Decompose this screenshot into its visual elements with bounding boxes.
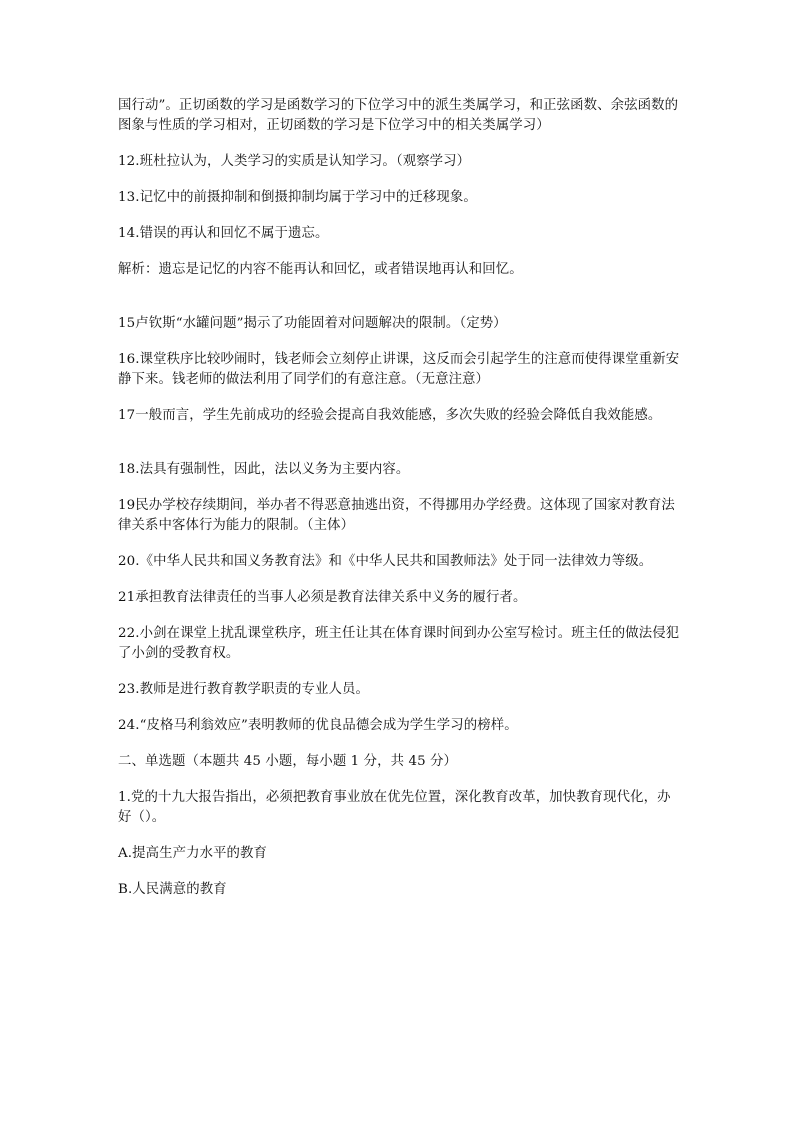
question-15: 15卢钦斯“水罐问题”揭示了功能固着对问题解决的限制。（定势）	[118, 316, 507, 331]
question-21: 21承担教育法律责任的当事人必须是教育法律关系中义务的履行者。	[118, 590, 527, 605]
mc-question-1-option-b: B.人民满意的教育	[118, 882, 227, 897]
question-24: 24.“皮格马利翁效应”表明教师的优良品德会成为学生学习的榜样。	[118, 718, 518, 733]
question-13: 13.记忆中的前摄抑制和倒摄抑制均属于学习中的迁移现象。	[118, 190, 477, 205]
question-18: 18.法具有强制性，因此，法以义务为主要内容。	[118, 462, 410, 477]
question-23: 23.教师是进行教育教学职责的专业人员。	[118, 682, 369, 697]
question-19: 19民办学校存续期间，举办者不得恶意抽逃出资，不得挪用办学经费。这体现了国家对教育法律关系中客体行为能力的限制。（主体）	[118, 498, 675, 533]
question-14: 14.错误的再认和回忆不属于遗忘。	[118, 226, 329, 241]
question-22: 22.小剑在课堂上扰乱课堂秩序，班主任让其在体育课时间到办公室写检讨。班主任的做法侵犯了小剑的受教育权。	[118, 626, 680, 661]
document-page	[118, 96, 684, 916]
continued-paragraph: 国行动”。正切函数的学习是函数学习的下位学习中的派生类属学习，和正弦函数、余弦函数的图象与性质的学习相对，正切函数的学习是下位学习中的相关类属学习）	[118, 98, 679, 133]
question-12: 12.班杜拉认为，人类学习的实质是认知学习。（观察学习）	[118, 154, 471, 169]
question-16: 16.课堂秩序比较吵闹时，钱老师会立刻停止讲课，这反而会引起学生的注意而使得课堂重新安静下来。钱老师的做法利用了同学们的有意注意。（无意注意）	[118, 352, 680, 387]
question-14-analysis: 解析：遗忘是记忆的内容不能再认和回忆，或者错误地再认和回忆。	[118, 262, 523, 277]
question-17: 17一般而言，学生先前成功的经验会提高自我效能感，多次失败的经验会降低自我效能感。	[118, 408, 662, 423]
mc-question-1-option-a: A.提高生产力水平的教育	[118, 846, 268, 861]
question-20: 20.《中华人民共和国义务教育法》和《中华人民共和国教师法》处于同一法律效力等级。	[118, 554, 653, 569]
mc-question-1: 1.党的十九大报告指出，必须把教育事业放在优先位置，深化教育改革，加快教育现代化，办好（）。	[118, 790, 671, 825]
section-heading-single-choice: 二、单选题（本题共 45 小题，每小题 1 分，共 45 分）	[118, 754, 458, 769]
